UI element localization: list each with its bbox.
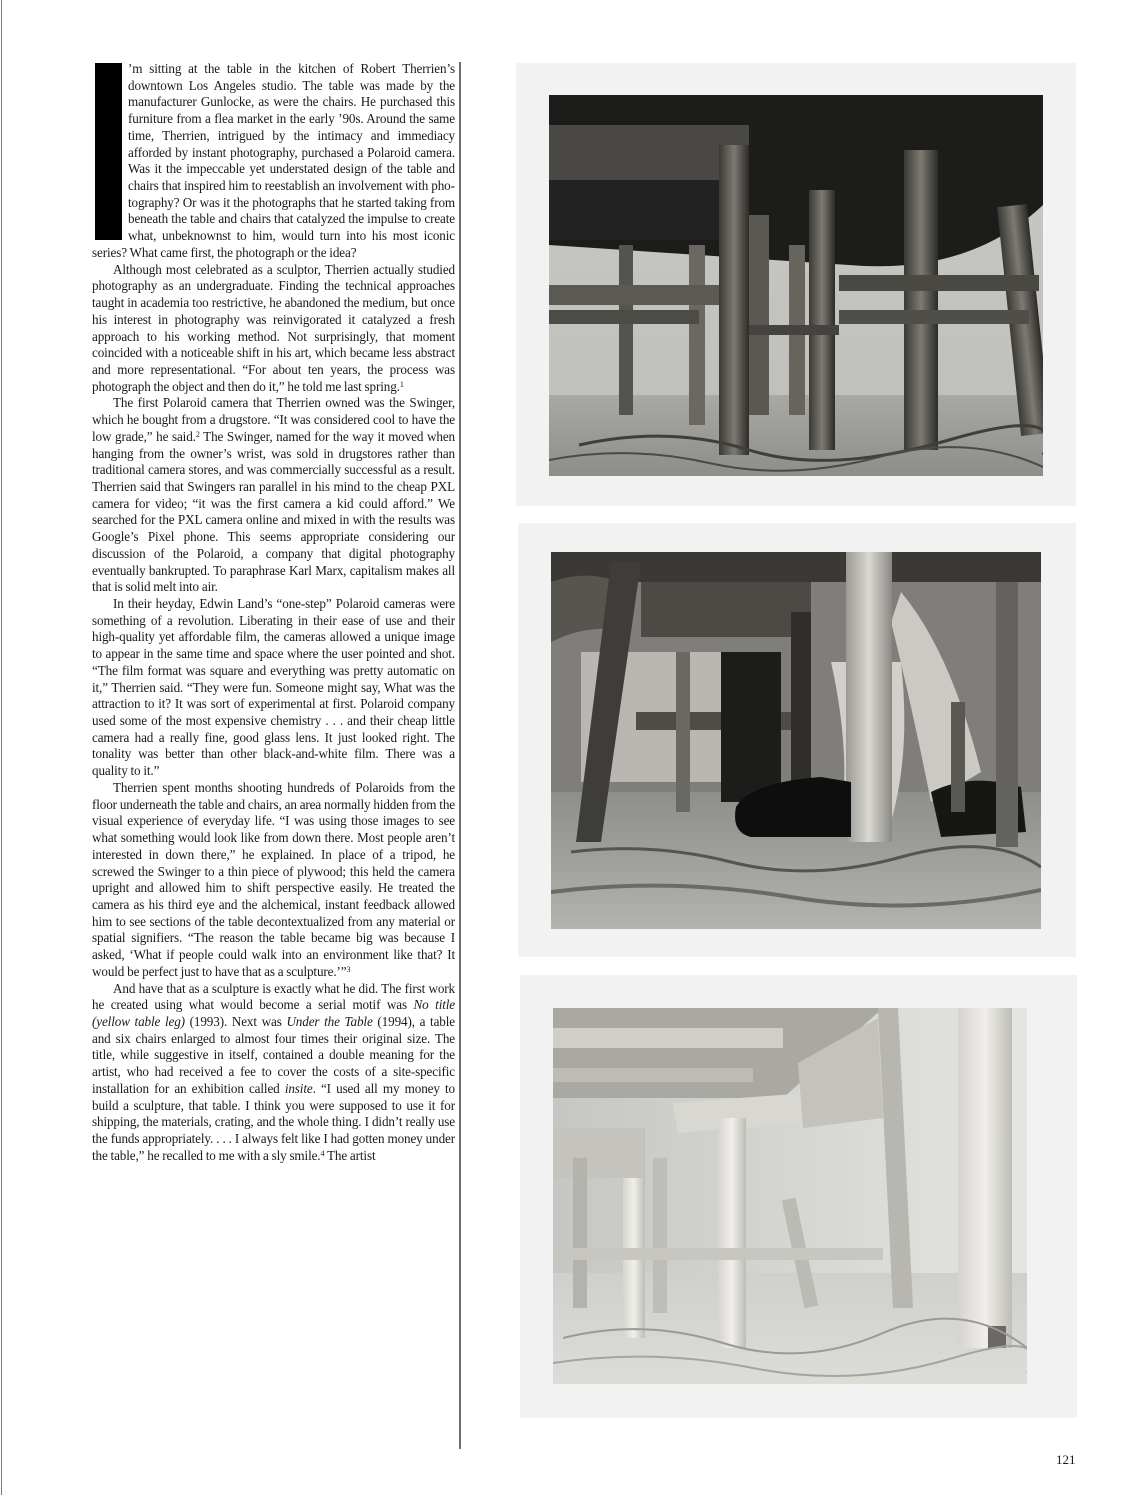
paragraph-6-text-e: The artist (324, 1147, 376, 1163)
paragraph-2-text: Although most celebrated as a sculptor, Therrien actually studied photography as an undergraduate. Finding the technical approaches taught in academia too restrictive, he abandoned the medium, but once his interest in photography was reinvigorated it catalyzed a fresh approach to his working method. Not surprisingly, that moment coincided with a noticeable shift in his art, which became less abstract and more representational. “For about ten years, the process was photograph the object and then do it,” he told me last spring. (92, 261, 455, 394)
paragraph-6-text-a: And have that as a sculpture is exactly what he did. The first work he created using what would become a serial motif was (92, 980, 455, 1013)
article-column (92, 61, 455, 1164)
figure-frame-2 (518, 523, 1076, 957)
photo-1-dark-table-underside (549, 95, 1043, 476)
paragraph-6-text-c: (1994), a table and six chairs enlarged to almost four times their original size. The title, while suggestive in itself, contained a double meaning for the artist, who had received a fee to cover the costs of a site-specific installation for an exhibition called (92, 1013, 455, 1096)
photo-3-pale-chairs (553, 1008, 1027, 1384)
figure-frame-3 (520, 975, 1077, 1418)
paragraph-6-text-b: (1993). Next was (184, 1013, 287, 1029)
paragraph-3 (92, 395, 455, 596)
paragraph-1-text: ’m sitting at the table in the kitchen of Robert Therrien’s downtown Los Angeles studio. The table was made by the manufacturer Gunlocke, as were the chairs. He purchased this furniture from a flea market in the early ’90s. Around the same time, Therrien, intrigued by the intimacy and immediacy afforded by instant photography, purchased a Polaroid camera. Was it the impeccable yet understated design of the table and chairs that inspired him to reestablish an involvement with photography? Or was it the photographs that he started taking from beneath the table and chairs that catalyzed the impulse to create what, unbeknownst to him, would turn into his most iconic series? What came first, the photograph or the idea? (92, 61, 455, 260)
page-number: 121 (1056, 1452, 1076, 1467)
exhibition-title-insite: insite (284, 1080, 313, 1096)
footnote-ref-1: 1 (399, 379, 404, 389)
paragraph-6-text-d: . “I used all my money to build a sculpture, that table. I think you were supposed to use it for shipping, the materials, crating, and the whole thing. I didn’t really use the funds appropriately. . . . I always felt like I had gotten money under the table,” he recalled to me with a sly smile. (92, 1080, 455, 1163)
figure-frame-1 (516, 63, 1076, 506)
artwork-title-no-title: No title (yellow table leg) (92, 997, 455, 1029)
column-rule (459, 62, 461, 1449)
artwork-title-under-the-table: Under the Table (286, 1013, 373, 1029)
paragraph-1 (92, 61, 455, 262)
paragraph-5 (92, 780, 455, 981)
paragraph-4-text: In their heyday, Edwin Land’s “one-step” Polaroid cameras were something of a revolution. Liberating in their ease of use and their high-quality yet affordable film, the cameras allowed a unique image to appear in the same time and space where the user pointed and shot. “The film format was square and everything was pretty automatic on it,” Therrien said. “They were fun. Someone might say, What was the attraction to it? It was sort of experimental at first. Polaroid company used some of the most expensive chemistry . . . and their cheap little camera had a really fine, good glass lens. It just looked right. The tonality was better than other black-and-white film. There was a quality to it.” (92, 596, 455, 779)
dropcap-block (95, 63, 122, 240)
photo-2-shoes-under-table (551, 552, 1041, 929)
footnote-ref-2: 2 (195, 429, 200, 439)
paragraph-3-text-a: The first Polaroid camera that Therrien owned was the Swinger, which he bought from a drugstore. “It was considered cool to have the low grade,” he said. (92, 395, 455, 444)
paragraph-6 (92, 981, 455, 1165)
paragraph-5-text: Therrien spent months shooting hundreds of Polaroids from the floor underneath the table and chairs, an area normally hidden from the visual experience of everyday life. “I was using those images to see what something would look like from down there. Most people aren’t interested in down there,” he explained. In place of a tripod, he screwed the Swinger to a thin piece of plywood; this held the camera upright and allowed him to shift perspective easily. He treated the camera as his third eye and the alchemical, instant feedback allowed him to see sections of the table decontextualized from any material or spatial signifiers. “The reason the table became big was because I asked, ‘What if people could walk into an environment like that? It would be perfect just to have that as a sculpture.’” (92, 779, 455, 979)
page-edge-rule (1, 0, 2, 1495)
footnote-ref-3: 3 (346, 964, 351, 974)
paragraph-3-text-b: The Swinger, named for the way it moved when hanging from the owner’s wrist, was sold in drugstores rather than traditional camera stores, and was commercially successful as a result. Therrien said that Swingers ran parallel in his mind to the cheap PXL camera for video; “it was the first camera a kid could afford.” We searched for the PXL camera online and mixed in with the results was Google’s Pixel phone. This seems appropriate considering our discussion of the Polaroid, a company that digital photography eventually bankrupted. To paraphrase Karl Marx, capitalism makes all that is solid melt into air. (92, 428, 456, 595)
paragraph-4 (92, 596, 455, 780)
footnote-ref-4: 4 (320, 1148, 325, 1158)
paragraph-2 (92, 262, 455, 396)
